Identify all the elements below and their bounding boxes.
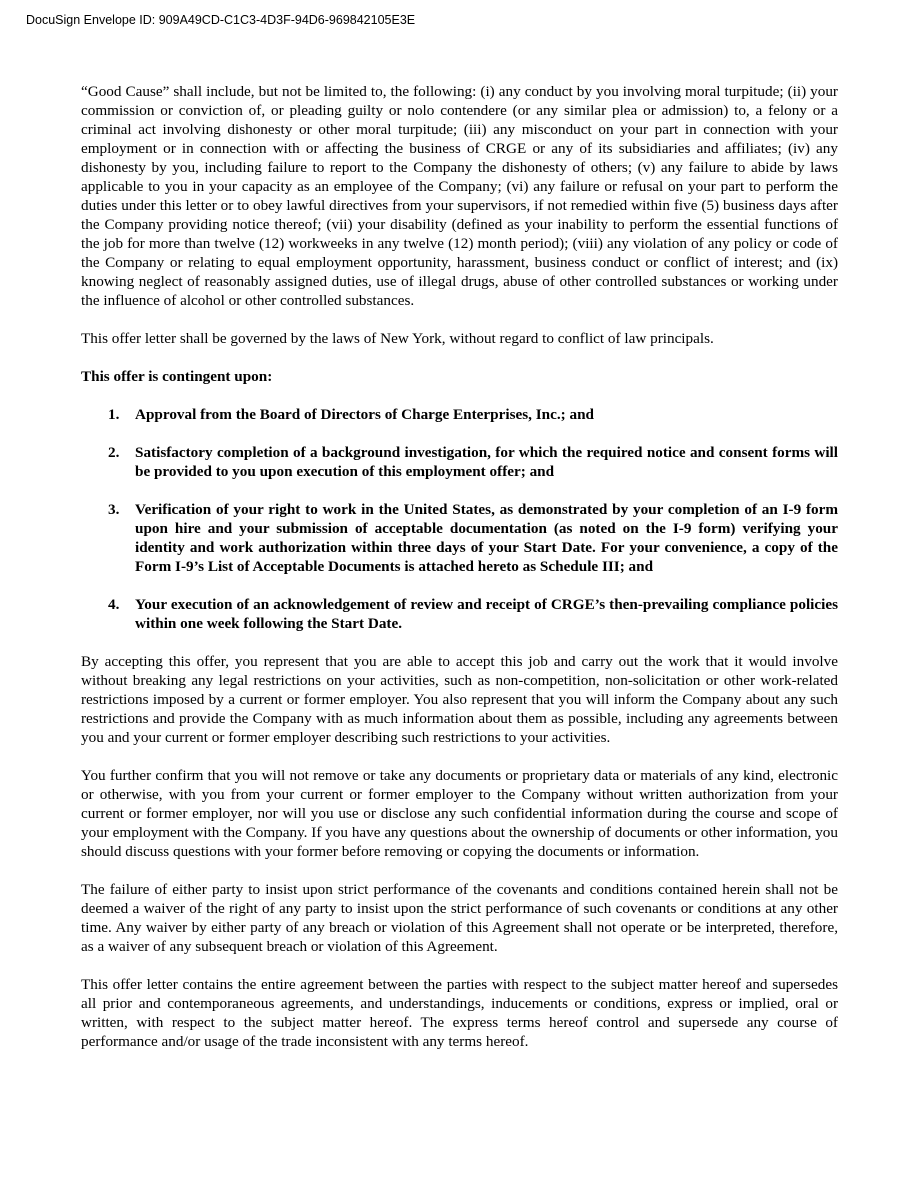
list-item-number: 3. — [108, 501, 120, 518]
list-item-number: 1. — [108, 406, 120, 423]
envelope-id: DocuSign Envelope ID: 909A49CD-C1C3-4D3F-94D6-969842105E3E — [26, 13, 416, 27]
governing-law-paragraph: This offer letter shall be governed by the laws of New York, without regard to conflict of law principals. — [81, 330, 714, 347]
list-item-number: 2. — [108, 444, 120, 461]
contingent-heading: This offer is contingent upon: — [81, 368, 273, 385]
restrictions-paragraph: By accepting this offer, you represent that you are able to accept this job and carry out the work that it would involve without breaking any legal restrictions on your activities, such as non-competition, non-solicitation or other work-related restrictions imposed by a current or former employer. You also represent that you will inform the Company about any such restrictions and provide the Company with as much information about them as possible, including any agreements between you and your current or former employer describing such restrictions to your activities. — [81, 653, 838, 746]
list-item — [81, 443, 838, 481]
entire-agreement-paragraph: This offer letter contains the entire agreement between the parties with respect to the subject matter hereof and supersedes all prior and contemporaneous agreements, and understandings, inducements or conditions, express or implied, oral or written, with respect to the subject matter hereof. The express terms hereof control and supersede any course of performance and/or usage of the trade inconsistent with any terms hereof. — [81, 976, 838, 1050]
documents-paragraph: You further confirm that you will not remove or take any documents or proprietary data or materials of any kind, electronic or otherwise, with you from your current or former employer to the Company without written authorization from your current or former employer, nor will you use or disclose any such confidential information during the course and scope of your employment with the Company. If you have any questions about the ownership of documents or other information, you should discuss questions with your former before removing or copying the documents or information. — [81, 767, 838, 860]
list-item-text: Your execution of an acknowledgement of review and receipt of CRGE’s then-prevailing compliance policies within one week following the Start Date. — [135, 596, 838, 632]
list-item-text: Satisfactory completion of a background investigation, for which the required notice and consent forms will be provided to you upon execution of this employment offer; and — [135, 444, 838, 480]
list-item-text: Verification of your right to work in the United States, as demonstrated by your completion of an I-9 form upon hire and your submission of acceptable documentation (as noted on the I-9 form) verifying your identity and work authorization within three days of your Start Date. For your convenience, a copy of the Form I-9’s List of Acceptable Documents is attached hereto as Schedule III; and — [135, 501, 838, 575]
waiver-paragraph: The failure of either party to insist upon strict performance of the covenants and conditions contained herein shall not be deemed a waiver of the right of any party to insist upon the strict performance of such covenants or conditions at any other time. Any waiver by either party of any breach or violation of this Agreement shall not operate or be interpreted, therefore, as a waiver of any subsequent breach or violation of this Agreement. — [81, 881, 838, 955]
conditions-list — [81, 405, 838, 633]
list-item — [81, 595, 838, 633]
list-item-number: 4. — [108, 596, 120, 613]
list-item — [81, 405, 838, 424]
document-page — [81, 82, 838, 1070]
good-cause-paragraph: “Good Cause” shall include, but not be limited to, the following: (i) any conduct by you involving moral turpitude; (ii) your commission or conviction of, or pleading guilty or nolo contendere (or any similar plea or admission) to, a felony or a criminal act involving dishonesty or other moral turpitude; (iii) any misconduct on your part in connection with your employment or in connection with or affecting the business of CRGE or any of its subsidiaries and affiliates; (iv) any dishonesty by you, including failure to report to the Company the dishonesty of others; (v) any failure to abide by laws applicable to you in your capacity as an employee of the Company; (vi) any failure or refusal on your part to perform the duties under this letter or to obey lawful directives from your supervisors, if not remedied within five (5) business days after the Company providing notice thereof; (vii) your disability (defined as your inability to perform the essential functions of the job for more than twelve (12) workweeks in any twelve (12) month period); (viii) any violation of any policy or code of the Company or relating to equal employment opportunity, harassment, business conduct or conflict of interest; and (ix) knowing neglect of reasonably assigned duties, use of illegal drugs, abuse of other controlled substances or working under the influence of alcohol or other controlled substances. — [81, 83, 838, 309]
list-item-text: Approval from the Board of Directors of Charge Enterprises, Inc.; and — [135, 406, 594, 423]
list-item — [81, 500, 838, 576]
